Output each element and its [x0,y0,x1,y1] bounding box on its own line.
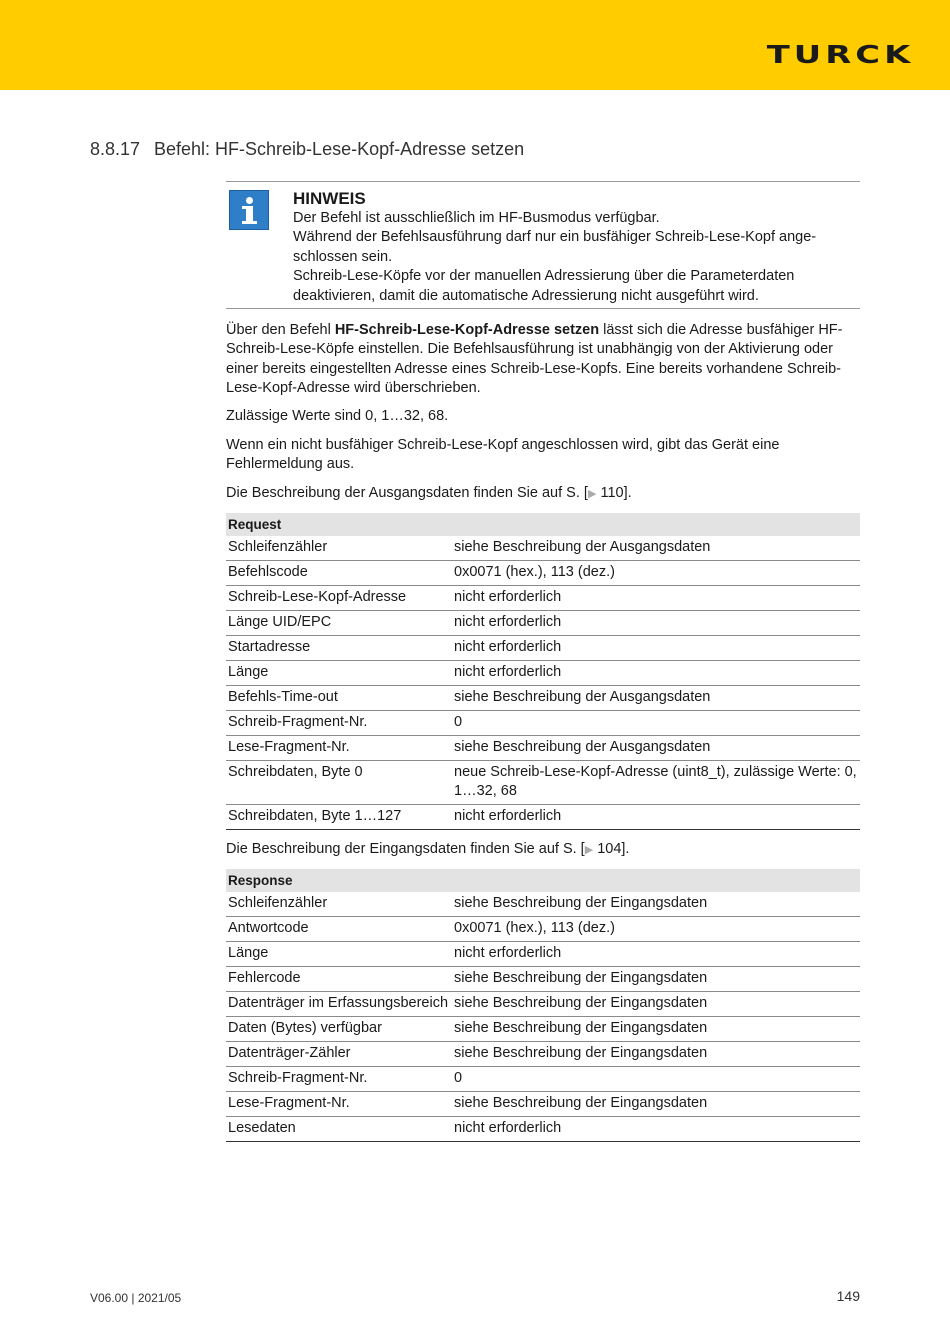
input-data-reference: Die Beschreibung der Eingangsdaten finden Sie auf S. [▶ 104]. [226,841,630,857]
parameter-cell: Schleifenzähler [226,892,452,917]
parameter-cell: Schleifenzähler [226,536,452,561]
value-cell: 0x0071 (hex.), 113 (dez.) [452,917,860,942]
page-ref-icon: ▶ [584,844,594,856]
parameter-cell: Fehlercode [226,967,452,992]
parameter-cell: Antwortcode [226,917,452,942]
value-cell: siehe Beschreibung der Eingangsdaten [452,1092,860,1117]
value-cell: nicht erforderlich [452,1117,860,1142]
table-row [226,1117,860,1142]
table-row [226,917,860,942]
value-cell: siehe Beschreibung der Ausgangsdaten [452,686,860,711]
value-cell: nicht erforderlich [452,661,860,686]
response-table [226,869,860,1142]
value-cell: nicht erforderlich [452,611,860,636]
table-row [226,761,860,805]
table-row [226,1092,860,1117]
notice-line: deaktivieren, damit die automatische Adressierung nicht ausgeführt wird. [293,287,759,304]
table-row [226,536,860,561]
table-row [226,636,860,661]
table-row [226,1017,860,1042]
value-cell: nicht erforderlich [452,636,860,661]
parameter-cell: Lesedaten [226,1117,452,1142]
value-cell: 0 [452,1067,860,1092]
parameter-cell: Lese-Fragment-Nr. [226,736,452,761]
table-row [226,611,860,636]
value-cell: nicht erforderlich [452,942,860,967]
value-cell: siehe Beschreibung der Ausgangsdaten [452,536,860,561]
table-row [226,942,860,967]
value-cell: 0 [452,711,860,736]
parameter-cell: Schreib-Lese-Kopf-Adresse [226,586,452,611]
notice-line: Schreib-Lese-Köpfe vor der manuellen Adressierung über die Parameterdaten [293,268,795,285]
parameter-cell: Schreib-Fragment-Nr. [226,711,452,736]
table-row [226,892,860,917]
table-row [226,736,860,761]
parameter-cell: Schreibdaten, Byte 1…127 [226,805,452,830]
notice-line: Während der Befehlsausführung darf nur ein busfähiger Schreib-Lese-Kopf ange- [293,229,817,246]
intro-paragraph: Über den Befehl HF-Schreib-Lese-Kopf-Adresse setzen lässt sich die Adresse busfähiger HF-Schreib-Lese-Köpfe einstellen. Die Befehlsausführung ist unabhängig von der Aktivierung oder einer bereits eingestellten Adresse eines Schreib-Lese-Kopfs. Eine bereits vorhandene Schreib-Lese-Kopf-Adresse wird überschrieben. [226,322,843,397]
value-cell: nicht erforderlich [452,586,860,611]
brand-logo: TURCK [766,40,914,69]
section-title: Befehl: HF-Schreib-Lese-Kopf-Adresse setzen [154,139,525,159]
command-name: HF-Schreib-Lese-Kopf-Adresse setzen [334,322,600,338]
output-data-reference: Die Beschreibung der Ausgangsdaten finden Sie auf S. [▶ 110]. [226,485,632,501]
value-cell: neue Schreib-Lese-Kopf-Adresse (uint8_t), zulässige Werte: 0, 1…32, 68 [452,761,860,805]
table-row [226,992,860,1017]
table-header: Request [226,513,860,536]
parameter-cell: Länge [226,661,452,686]
footer-version: V06.00 | 2021/05 [90,1291,182,1305]
table-row [226,805,860,830]
parameter-cell: Länge UID/EPC [226,611,452,636]
request-table [226,513,860,830]
parameter-cell: Datenträger-Zähler [226,1042,452,1067]
page-ref-link[interactable]: 110]. [596,485,632,501]
parameter-cell: Startadresse [226,636,452,661]
parameter-cell: Daten (Bytes) verfügbar [226,1017,452,1042]
value-cell: siehe Beschreibung der Ausgangsdaten [452,736,860,761]
value-cell: siehe Beschreibung der Eingangsdaten [452,967,860,992]
table-header: Response [226,869,860,892]
notice-line: schlossen sein. [293,248,393,265]
table-row [226,711,860,736]
allowed-values-paragraph: Zulässige Werte sind 0, 1…32, 68. [226,408,449,424]
value-cell: siehe Beschreibung der Eingangsdaten [452,892,860,917]
parameter-cell: Schreibdaten, Byte 0 [226,761,452,805]
page-ref-link[interactable]: 104]. [593,841,630,857]
parameter-cell: Befehlscode [226,561,452,586]
page-number: 149 [836,1288,860,1304]
parameter-cell: Länge [226,942,452,967]
parameter-cell: Lese-Fragment-Nr. [226,1092,452,1117]
header-band [0,0,950,90]
notice-line: Der Befehl ist ausschließlich im HF-Busmodus verfügbar. [293,210,660,226]
section-number: 8.8.17 [90,139,141,159]
table-row [226,1067,860,1092]
notice-box [226,181,860,309]
notice-body [293,209,853,306]
notice-title: HINWEIS [293,189,366,208]
table-row [226,586,860,611]
table-row [226,686,860,711]
table-row [226,661,860,686]
page-ref-icon: ▶ [587,488,597,500]
value-cell: siehe Beschreibung der Eingangsdaten [452,1017,860,1042]
parameter-cell: Datenträger im Erfassungsbereich [226,992,452,1017]
error-paragraph: Wenn ein nicht busfähiger Schreib-Lese-Kopf angeschlossen wird, gibt das Gerät eine Fehlermeldung aus. [226,437,780,473]
parameter-cell: Befehls-Time-out [226,686,452,711]
info-icon [229,190,269,230]
parameter-cell: Schreib-Fragment-Nr. [226,1067,452,1092]
value-cell: siehe Beschreibung der Eingangsdaten [452,1042,860,1067]
table-row [226,967,860,992]
value-cell: nicht erforderlich [452,805,860,830]
table-row [226,1042,860,1067]
section-heading [90,139,524,160]
value-cell: 0x0071 (hex.), 113 (dez.) [452,561,860,586]
table-row [226,561,860,586]
value-cell: siehe Beschreibung der Eingangsdaten [452,992,860,1017]
